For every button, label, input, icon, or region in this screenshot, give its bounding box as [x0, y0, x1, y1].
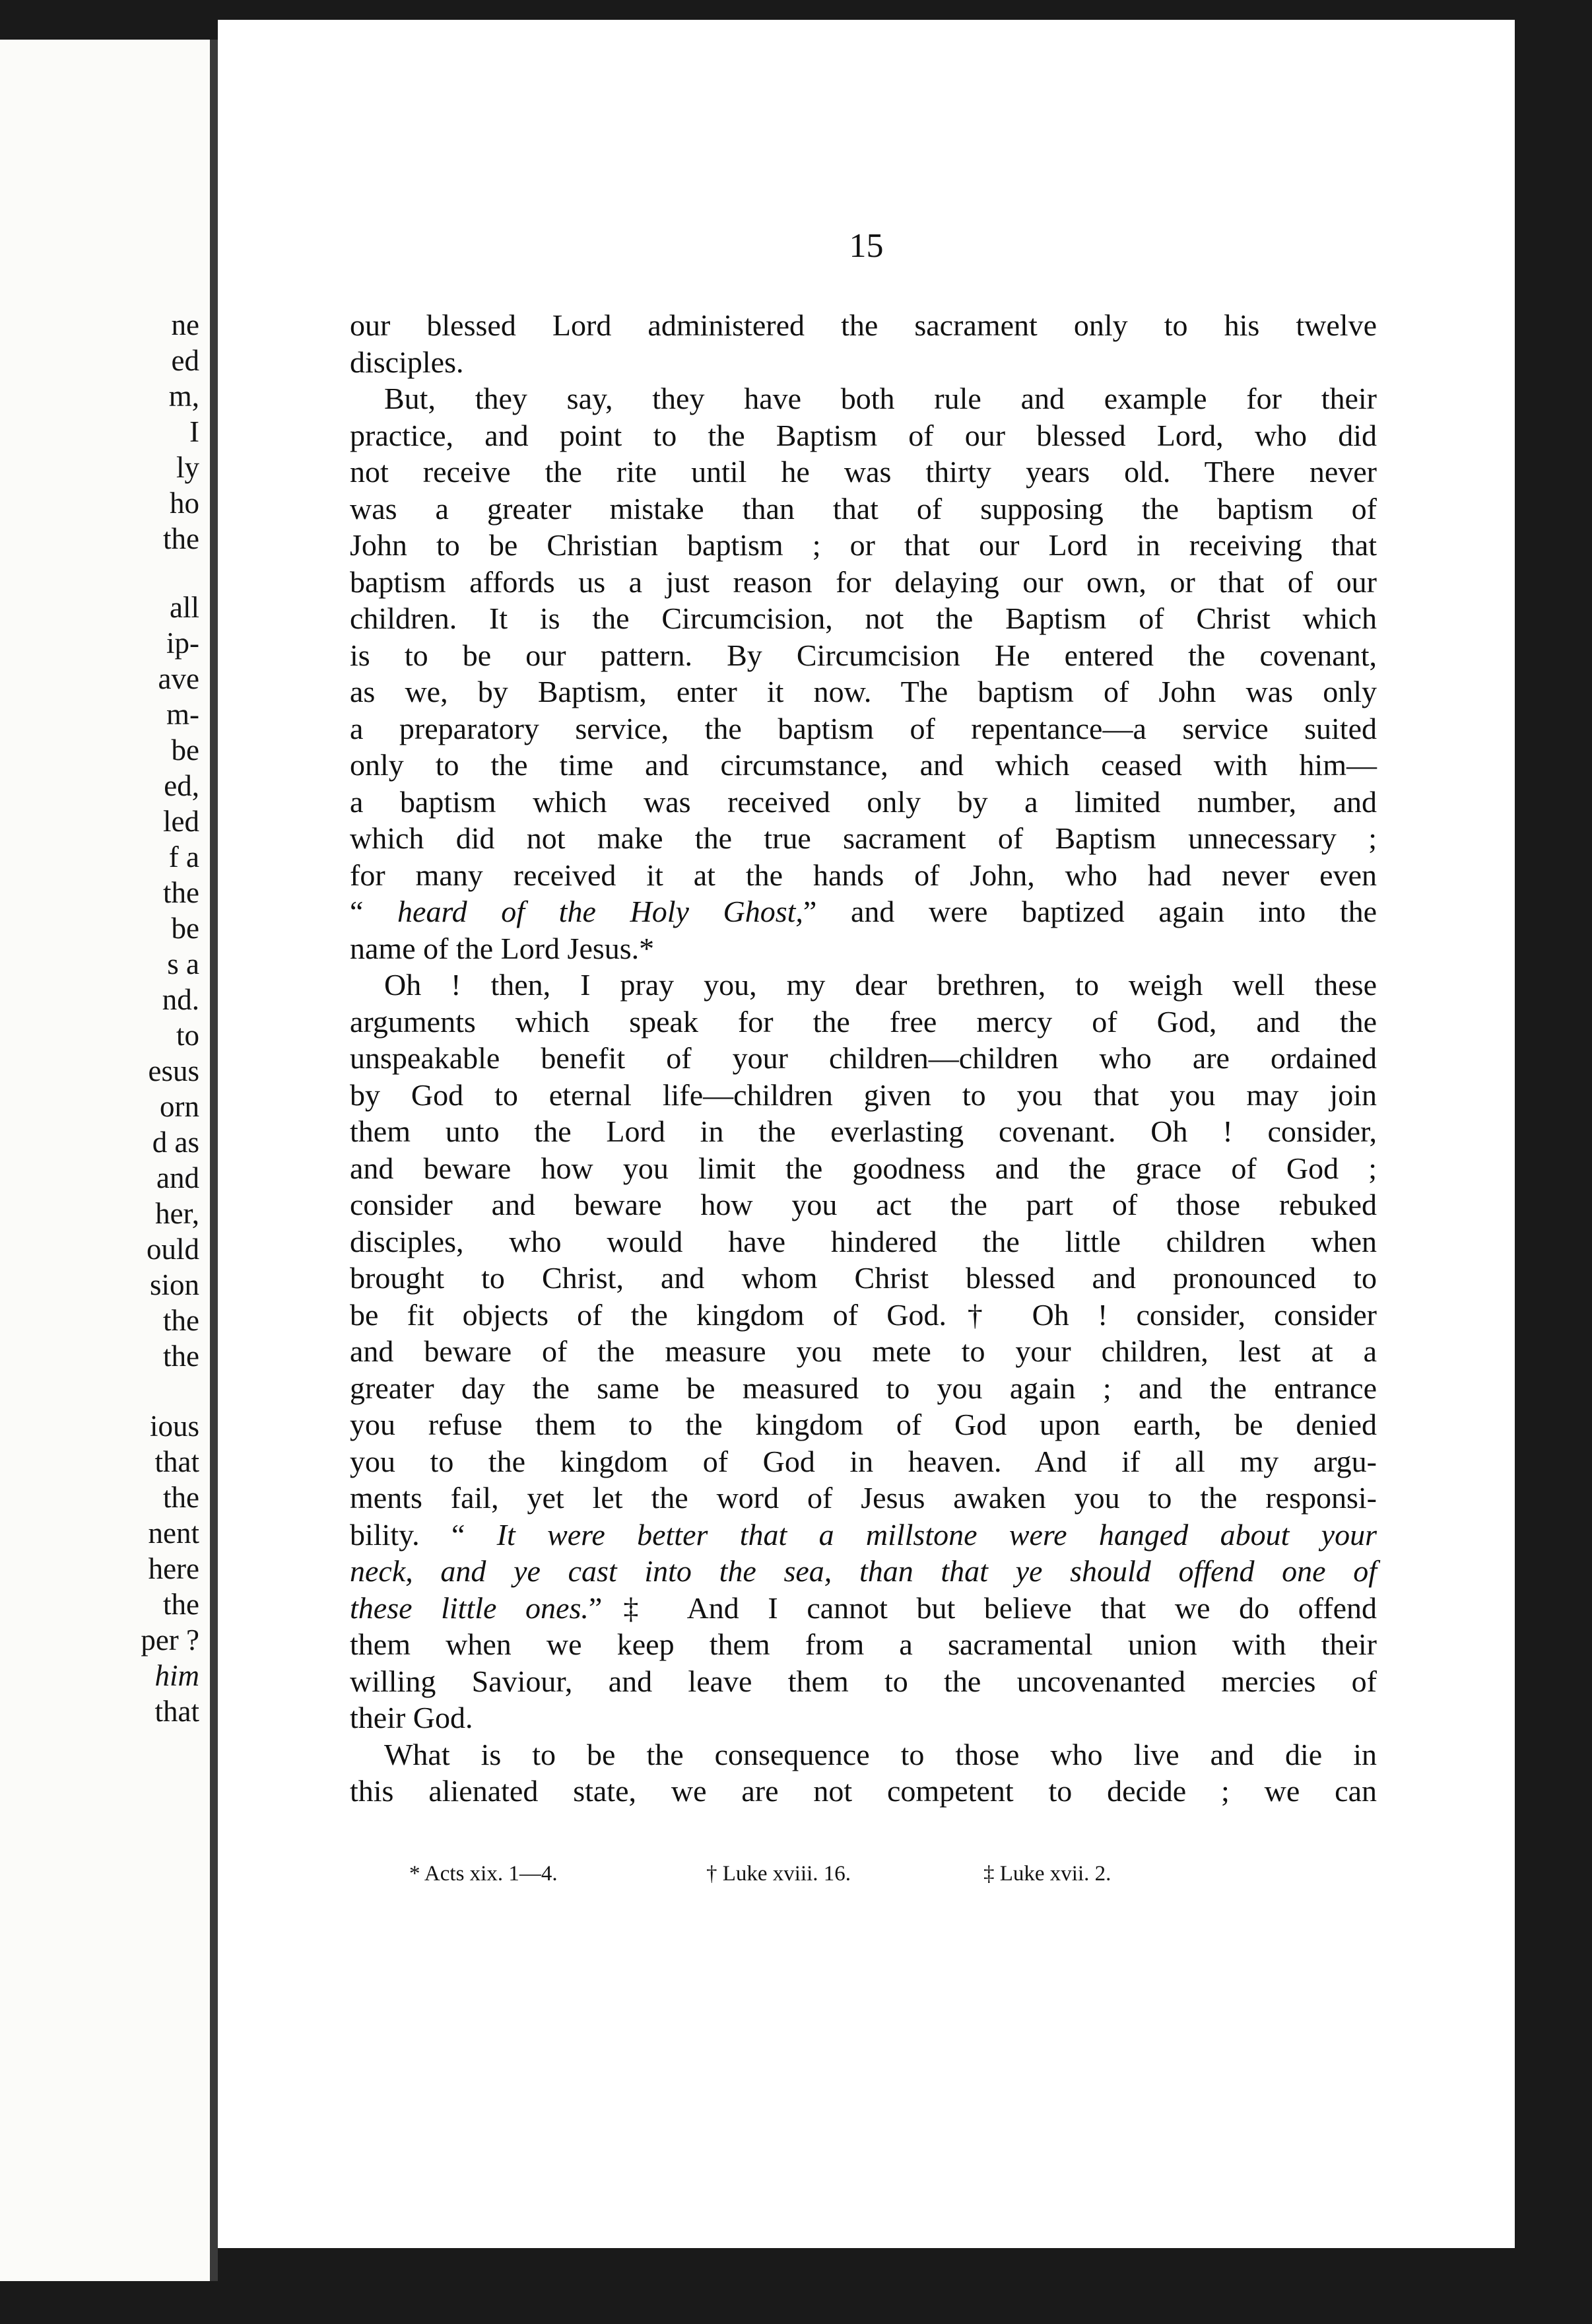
text-line: consider and beware how you act the part of those rebuked	[350, 1188, 1377, 1221]
text-line: Oh ! then, I pray you, my dear brethren, to weigh well these	[384, 968, 1377, 1002]
text-line: John to be Christian baptism ; or that our Lord in receiving that	[350, 528, 1377, 562]
text-line: a preparatory service, the baptism of repentance—a service suited	[350, 711, 1377, 745]
facing-page-fragment: ip-	[166, 627, 199, 660]
text-line: be fit objects of the kingdom of God.† Oh ! consider, consider	[350, 1297, 1377, 1332]
facing-page	[0, 40, 212, 2281]
facing-page-fragment: to	[176, 1019, 199, 1052]
facing-page-fragment: orn	[160, 1090, 199, 1123]
text-line: baptism affords us a just reason for delaying our own, or that of our	[350, 564, 1377, 599]
facing-page-fragment: the	[163, 522, 199, 555]
facing-page-fragment: that	[154, 1445, 199, 1478]
book-gutter	[210, 40, 218, 2281]
text-line: you to the kingdom of God in heaven. And if all my argu-	[350, 1444, 1377, 1478]
page	[218, 20, 1515, 2248]
text-line: practice, and point to the Baptism of our blessed Lord, who did	[350, 418, 1377, 452]
facing-page-fragment: ne	[171, 308, 199, 341]
facing-page-fragment: esus	[148, 1054, 199, 1087]
text-line: What is to be the consequence to those who live and die in	[384, 1737, 1377, 1771]
text-line: arguments which speak for the free mercy of God, and the	[350, 1004, 1377, 1039]
facing-page-fragment: the	[163, 1481, 199, 1514]
facing-page-fragment: and	[156, 1161, 199, 1194]
facing-page-fragment: that	[154, 1695, 199, 1728]
text-line: was a greater mistake than that of supposing the baptism of	[350, 491, 1377, 526]
text-line: which did not make the true sacrament of Baptism unnecessary ;	[350, 821, 1377, 855]
text-line: children. It is the Circumcision, not the Baptism of Christ which	[350, 601, 1377, 635]
text-line: as we, by Baptism, enter it now. The baptism of John was only	[350, 675, 1377, 708]
text-line: their God.	[350, 1701, 473, 1734]
body-text	[350, 307, 1377, 1810]
facing-page-fragment: here	[148, 1552, 199, 1585]
facing-page-fragment: s a	[167, 947, 199, 980]
facing-page-fragment: ious	[149, 1410, 199, 1443]
facing-page-fragment: m-	[166, 698, 199, 731]
facing-page-fragment: ave	[158, 662, 199, 695]
facing-page-fragment: him	[154, 1659, 199, 1692]
facing-page-fragment: ho	[170, 487, 199, 520]
footnote: † Luke xviii. 16.	[706, 1862, 851, 1886]
footnote: * Acts xix. 1—4.	[409, 1862, 558, 1886]
facing-page-fragment: f a	[168, 840, 199, 873]
facing-page-fragment: led	[163, 805, 199, 838]
text-line: willing Saviour, and leave them to the uncovenanted mercies of	[350, 1664, 1377, 1698]
facing-page-fragment: nd.	[162, 983, 199, 1016]
facing-page-fragment: I	[189, 415, 199, 448]
text-line: unspeakable benefit of your children—children who are ordained	[350, 1041, 1377, 1075]
facing-page-fragment: ed,	[164, 769, 199, 802]
page-number: 15	[849, 227, 884, 265]
facing-page-fragment: all	[170, 591, 199, 624]
facing-page-fragment: nent	[148, 1517, 199, 1550]
text-line: name of the Lord Jesus.*	[350, 931, 655, 965]
text-line: them when we keep them from a sacramental union with their	[350, 1627, 1377, 1661]
facing-page-fragment: the	[163, 876, 199, 909]
text-line: a baptism which was received only by a limited number, and	[350, 784, 1377, 819]
facing-page-fragment: m,	[168, 380, 199, 413]
facing-page-fragment: be	[171, 734, 199, 767]
facing-page-fragment: be	[171, 912, 199, 945]
text-line: these little ones.”‡ And I cannot but believe that we do offend	[350, 1590, 1377, 1625]
text-line: and beware of the measure you mete to your children, lest at a	[350, 1334, 1377, 1368]
text-line: and beware how you limit the goodness and the grace of God ;	[350, 1151, 1377, 1185]
text-line: ments fail, yet let the word of Jesus awaken you to the responsi-	[350, 1481, 1377, 1515]
text-line: not receive the rite until he was thirty years old. There never	[350, 455, 1377, 489]
text-line: this alienated state, we are not competent to decide ; we can	[350, 1774, 1377, 1808]
text-line: by God to eternal life—children given to you that you may join	[350, 1077, 1377, 1112]
text-line: But, they say, they have both rule and example for their	[384, 382, 1377, 415]
facing-page-fragment: sion	[149, 1268, 199, 1301]
facing-page-fragment: the	[163, 1588, 199, 1621]
text-line: neck, and ye cast into the sea, than that ye should offend one of	[350, 1554, 1377, 1588]
text-line: greater day the same be measured to you again ; and the entrance	[350, 1371, 1377, 1405]
text-line: brought to Christ, and whom Christ blessed and pronounced to	[350, 1261, 1377, 1295]
text-line: them unto the Lord in the everlasting covenant. Oh ! consider,	[350, 1114, 1377, 1148]
text-line: disciples.	[350, 345, 464, 379]
text-line: bility. “ It were better that a millstone were hanged about your	[350, 1517, 1377, 1552]
facing-page-fragment: ly	[176, 451, 199, 484]
text-line: “ heard of the Holy Ghost,” and were baptized again into the	[350, 895, 1377, 928]
footnote: ‡ Luke xvii. 2.	[983, 1862, 1111, 1886]
facing-page-fragment: d as	[152, 1126, 199, 1159]
facing-page-fragment: ed	[171, 344, 199, 377]
facing-page-fragment: the	[163, 1304, 199, 1337]
text-line: disciples, who would have hindered the little children when	[350, 1224, 1377, 1258]
facing-page-fragment: her,	[155, 1197, 199, 1230]
text-line: you refuse them to the kingdom of God upon earth, be denied	[350, 1408, 1377, 1441]
facing-page-fragment: the	[163, 1340, 199, 1373]
text-line: is to be our pattern. By Circumcision He entered the covenant,	[350, 638, 1377, 672]
facing-page-fragment: per ?	[141, 1623, 199, 1657]
text-line: our blessed Lord administered the sacrament only to his twelve	[350, 308, 1377, 342]
text-line: only to the time and circumstance, and which ceased with him—	[350, 748, 1377, 782]
text-line: for many received it at the hands of John, who had never even	[350, 858, 1377, 892]
facing-page-fragment: ould	[146, 1233, 199, 1266]
